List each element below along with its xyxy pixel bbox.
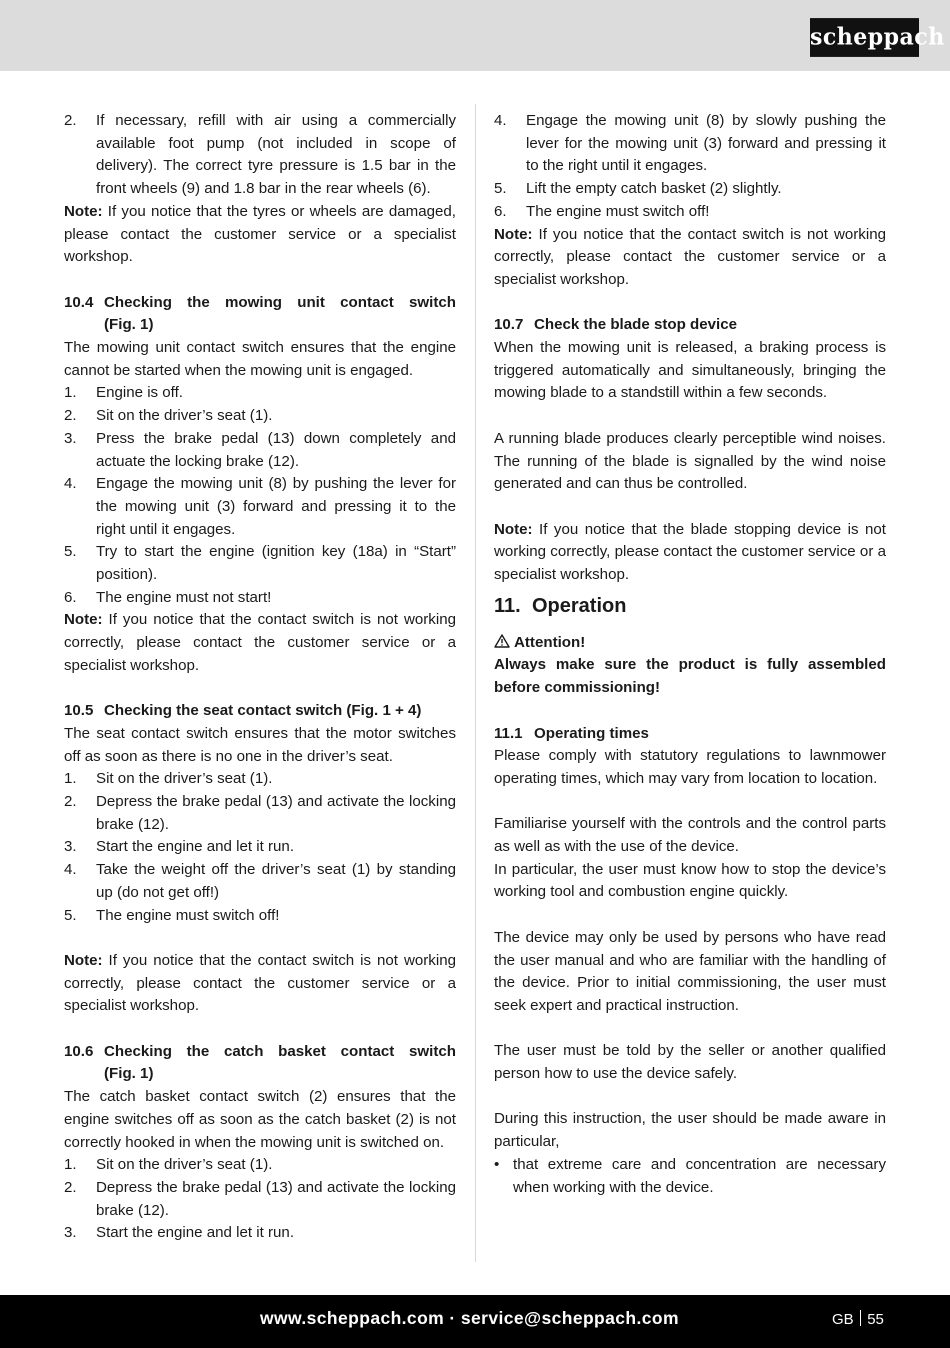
- list-item: 2. Sit on the driver’s seat (1).: [64, 407, 273, 425]
- note-paragraph: Note: If you notice that the tyres or wheels are damaged, please contact the customer service or a specialist workshop.: [64, 202, 456, 266]
- section-heading-11: 11. Operation: [494, 594, 627, 617]
- section-heading-10-5: 10.5 Checking the seat contact switch (Fig. 1 + 4): [64, 702, 422, 720]
- list-item: 5. Try to start the engine (ignition key (18a) in “Start” position).: [64, 543, 456, 584]
- attention-line: Attention!: [494, 632, 886, 655]
- page-header: [0, 0, 950, 71]
- paragraph: The user must be told by the seller or another qualified person how to use the device safely.: [494, 1042, 886, 1083]
- note-paragraph: Note: If you notice that the blade stopping device is not working correctly, please contact the customer service or a specialist workshop.: [494, 520, 886, 584]
- scheppach-logo: scheppach: [810, 18, 919, 57]
- page-number: GB 55: [832, 1311, 884, 1328]
- list-item: 3. Press the brake pedal (13) down completely and actuate the locking brake (12).: [64, 429, 456, 470]
- section-heading-11-1: 11.1 Operating times: [494, 724, 649, 742]
- list-item: 3. Start the engine and let it run.: [64, 1224, 295, 1242]
- list-item: 5. Lift the empty catch basket (2) slightly.: [494, 180, 782, 198]
- attention-text: Always make sure the product is fully assembled before commissioning!: [494, 656, 886, 697]
- numbered-list-10-6-continued: [494, 110, 886, 224]
- list-item: 5. The engine must switch off!: [64, 906, 280, 924]
- list-item: 1. Engine is off.: [64, 384, 183, 402]
- list-item: 1. Sit on the driver’s seat (1).: [64, 770, 273, 788]
- list-item: 4. Engage the mowing unit (8) by pushing the lever for the mowing unit (3) forward and pressing it to the right until it engages.: [64, 475, 456, 538]
- numbered-list-10-4: [64, 382, 456, 609]
- column-divider: [475, 104, 476, 1262]
- list-item: 3. Start the engine and let it run.: [64, 838, 295, 856]
- page-footer: [0, 1295, 950, 1348]
- section-intro: The catch basket contact switch (2) ensures that the engine switches off as soon as the catch basket (2) is not correctly hooked in when the mowing unit is switched on.: [64, 1088, 456, 1151]
- section-heading-10-7: 10.7 Check the blade stop device: [494, 316, 737, 334]
- section-heading-10-6: 10.6 Checking the catch basket contact switch (Fig. 1): [64, 1042, 456, 1083]
- note-paragraph: Note: If you notice that the contact switch is not working correctly, please contact the customer service or a specialist workshop.: [494, 225, 886, 288]
- list-item: 2. Depress the brake pedal (13) and activate the locking brake (12).: [64, 1178, 456, 1219]
- numbered-list-10-5: [64, 768, 456, 927]
- list-item: 4. Take the weight off the driver’s seat (1) by standing up (do not get off!): [64, 861, 456, 901]
- numbered-list-10-6: [64, 1154, 456, 1245]
- paragraph: Please comply with statutory regulations to lawnmower operating times, which may vary from location to location.: [494, 747, 886, 787]
- list-item: 4. Engage the mowing unit (8) by slowly pushing the lever for the mowing unit (3) forward and pressing it to the right until it engages.: [494, 112, 886, 175]
- section-heading-10-4: 10.4 Checking the mowing unit contact switch (Fig. 1): [64, 293, 456, 334]
- paragraph: During this instruction, the user should be made aware in particular,: [494, 1110, 886, 1151]
- section-intro: The seat contact switch ensures that the motor switches off as soon as there is no one in the driver’s seat.: [64, 724, 456, 765]
- paragraph: In particular, the user must know how to stop the device’s working tool and combustion engine quickly.: [494, 860, 886, 901]
- right-column: [494, 110, 886, 1199]
- paragraph: The device may only be used by persons who have read the user manual and who are familiar with the handling of the device. Prior to initial commissioning, the user must seek expert and practical instruction.: [494, 928, 886, 1014]
- list-item: 6. The engine must switch off!: [494, 202, 710, 220]
- list-item: 2. If necessary, refill with air using a commercially available foot pump (not included in scope of delivery). The correct tyre pressure is 1.5 bar in the front wheels (9) and 1.8 bar in the rear wheels (6).: [64, 112, 456, 198]
- list-item: 6. The engine must not start!: [64, 588, 272, 606]
- footer-links: www.scheppach.com · service@scheppach.com: [260, 1308, 679, 1328]
- bullet-item: • that extreme care and concentration are necessary when working with the device.: [494, 1155, 886, 1196]
- section-intro: The mowing unit contact switch ensures that the engine cannot be started when the mowing unit is engaged.: [64, 339, 456, 379]
- note-paragraph: Note: If you notice that the contact switch is not working correctly, please contact the customer service or a specialist workshop.: [64, 611, 456, 674]
- list-item: 1. Sit on the driver’s seat (1).: [64, 1156, 273, 1174]
- note-paragraph: Note: If you notice that the contact switch is not working correctly, please contact the customer service or a specialist workshop.: [64, 951, 456, 1015]
- paragraph: Familiarise yourself with the controls and the control parts as well as with the use of the device.: [494, 815, 886, 856]
- list-item: 2. Depress the brake pedal (13) and activate the locking brake (12).: [64, 793, 456, 833]
- paragraph: A running blade produces clearly perceptible wind noises. The running of the blade is signalled by the wind noise generated and can thus be controlled.: [494, 429, 886, 493]
- left-column: [64, 110, 456, 1245]
- warning-triangle-icon: [494, 634, 510, 648]
- paragraph: When the mowing unit is released, a braking process is triggered automatically and simultaneously, bringing the mowing blade to a standstill within a few seconds.: [494, 339, 886, 402]
